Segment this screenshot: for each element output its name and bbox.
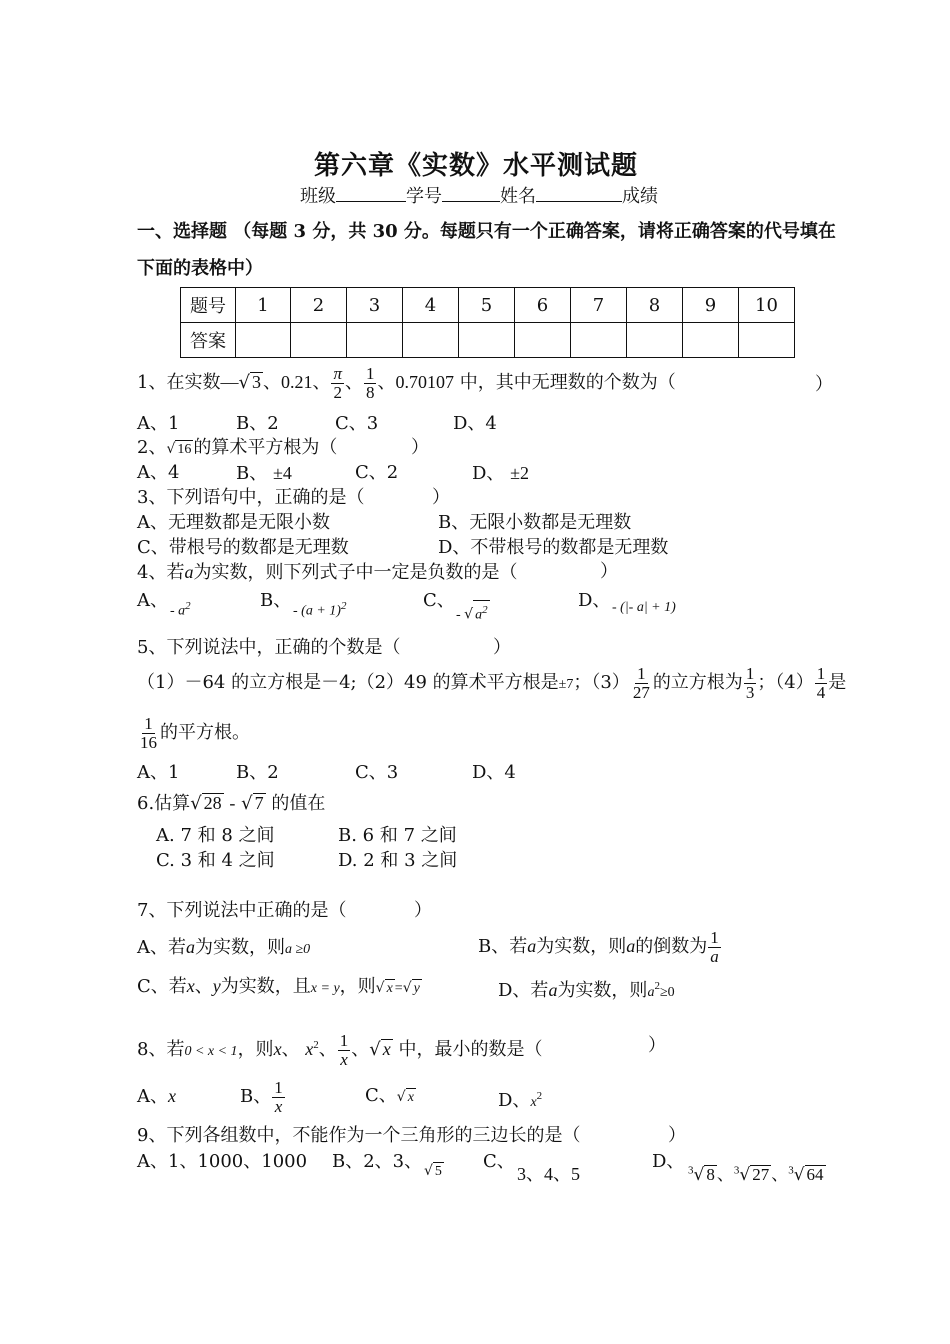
q5-statements	[137, 663, 846, 705]
q8-frac	[338, 1032, 351, 1069]
q3-option-b[interactable]: B、无限小数都是无理数	[438, 512, 632, 533]
id-label: 学号	[406, 186, 442, 207]
q5-f3-den: 3	[745, 682, 755, 702]
q9-b-label: B、2、3、	[332, 1151, 423, 1172]
q1-option-a[interactable]: A、1	[137, 413, 180, 434]
q7-a-mid: 为实数，则	[195, 937, 285, 958]
q7-a-pre: A、若	[137, 937, 186, 958]
q7-c-mid: 为实数，且	[220, 976, 311, 997]
q9-option-a[interactable]: A、1、1000、1000	[137, 1151, 308, 1172]
sqrt-icon: √	[424, 1163, 433, 1179]
sqrt-icon: √	[396, 1089, 406, 1105]
q1-option-c[interactable]: C、3	[335, 413, 379, 434]
q7-c-eq2: =	[394, 981, 403, 996]
q1-pi: π	[333, 363, 342, 383]
q5-statements-line2	[137, 713, 250, 753]
q7-c-eq: x = y	[310, 981, 340, 996]
q7-option-c[interactable]	[137, 975, 422, 1000]
q7-a-expr: a ≥0	[285, 942, 311, 957]
q7-c-then: ，则	[339, 976, 376, 997]
q2-stem: 的算术平方根为（	[193, 437, 338, 458]
q9-d-expr: $^3$√ 8 、$^3$√ 27 、$^3$√ 64	[688, 1164, 824, 1185]
table-cell: 6	[515, 288, 571, 323]
q1-prefix: 1、在实数	[137, 372, 221, 393]
q1-sep: 、	[262, 372, 281, 393]
id-field[interactable]	[442, 185, 500, 202]
table-row-answers	[181, 323, 795, 358]
q7-c-rx: x	[386, 981, 393, 996]
q5-f4-num: 1	[816, 663, 826, 683]
q8-exp: 2	[313, 1039, 319, 1051]
q8-d-exp: 2	[536, 1090, 543, 1102]
q5-s1: （1）－64 的立方根是－4;（2）49 的算术平方根是	[137, 672, 559, 693]
q6-option-c[interactable]: C. 3 和 4 之间	[156, 850, 275, 871]
q1-radicand: 3	[251, 372, 261, 392]
answer-cell[interactable]	[403, 323, 459, 358]
score-label: 成绩	[622, 186, 658, 207]
q7-option-b[interactable]	[478, 926, 722, 967]
question-3: 3、下列语句中，正确的是（	[137, 487, 365, 508]
q7-c-ry: y	[413, 981, 420, 996]
q7-d-var2: a	[647, 985, 655, 1000]
q7-c-y: y	[212, 976, 221, 996]
q8-b-label: B、	[240, 1086, 272, 1107]
sqrt-icon: √	[375, 980, 385, 996]
table-cell: 5	[459, 288, 515, 323]
q5-frac-16	[138, 715, 159, 752]
q6-option-d[interactable]: D. 2 和 3 之间	[338, 850, 458, 871]
q4-option-d[interactable]	[578, 590, 610, 612]
answer-table	[180, 287, 795, 358]
table-cell: 2	[291, 288, 347, 323]
q8-fn: 1	[339, 1030, 349, 1050]
table-cell: 1	[236, 288, 291, 323]
answer-cell[interactable]	[627, 323, 683, 358]
q6-stem: 的值在	[271, 793, 326, 814]
q8-close: ）	[648, 1035, 666, 1056]
q6-radicand-1: 28	[203, 793, 222, 813]
q7-c-pre: C、若	[137, 976, 187, 997]
q1-option-d[interactable]: D、4	[453, 413, 497, 434]
q6-radicand-2: 7	[254, 793, 264, 813]
q5-f16-den: 16	[140, 732, 157, 752]
q4-prefix: 4、若	[137, 562, 185, 583]
q4-c-label: C、	[423, 590, 455, 611]
table-cell: 8	[627, 288, 683, 323]
section-heading-line2: 下面的表格中）	[137, 258, 263, 279]
name-label: 姓名	[500, 186, 536, 207]
q8-option-b[interactable]	[240, 1077, 286, 1117]
q7-d-expr: ≥0	[659, 985, 675, 1000]
sqrt-icon: √	[166, 441, 176, 457]
q9-b-radicand: 5	[434, 1164, 442, 1179]
q9-d-idx: 3	[733, 1164, 740, 1177]
q7-c-sep: 、	[194, 976, 213, 997]
q1-one: 1	[365, 363, 375, 383]
q2-d-value: ±2	[510, 463, 530, 483]
sqrt-icon: √	[693, 1165, 705, 1185]
q8-option-c[interactable]	[365, 1085, 416, 1108]
q9-d-c3: 64	[806, 1165, 824, 1184]
q5-f27-num: 1	[637, 663, 646, 683]
sqrt-icon: √	[369, 1039, 381, 1060]
q2-close: ）	[411, 437, 429, 458]
q1-dash: —	[220, 372, 239, 392]
answer-cell[interactable]	[683, 323, 739, 358]
q2-prefix: 2、	[137, 437, 167, 458]
q8-a-label: A、	[137, 1086, 168, 1107]
q1-sep: 、	[344, 372, 363, 393]
sqrt-icon: √	[190, 793, 202, 814]
q4-b-exp: 2	[340, 600, 347, 612]
q8-prefix: 8、若	[137, 1039, 185, 1060]
q4-b-text: - (a + 1)	[293, 603, 341, 619]
q9-d-c1: 8	[706, 1165, 715, 1184]
q8-option-d[interactable]	[498, 1085, 542, 1114]
q7-d-exp: 2	[654, 980, 660, 992]
question-7: 7、下列说法中正确的是（	[137, 900, 347, 921]
question-5: 5、下列说法中，正确的个数是（	[137, 637, 401, 658]
q5-option-a[interactable]: A、1	[137, 762, 180, 783]
q4-c-minus: -	[456, 607, 461, 623]
q8-cond: 0 < x < 1	[184, 1044, 238, 1059]
q8-option-a[interactable]	[137, 1085, 176, 1108]
q9-c-expr	[517, 1160, 580, 1186]
q4-var: a	[184, 562, 194, 582]
sqrt-icon: √	[402, 980, 412, 996]
q5-option-c[interactable]: C、3	[355, 762, 399, 783]
q9-b-sqrt	[424, 1162, 444, 1181]
q3-option-a[interactable]: A、无理数都是无限小数	[137, 512, 330, 533]
q5-s3a: ；（3）	[573, 672, 630, 693]
sqrt-icon: √	[739, 1165, 751, 1185]
sqrt-icon: √	[793, 1165, 805, 1185]
q7-b-mid: 为实数，则	[536, 936, 627, 957]
q9-d-c2: 27	[752, 1165, 770, 1184]
q4-a-expr	[170, 600, 191, 620]
q8-c-label: C、	[365, 1085, 397, 1106]
q6-option-a[interactable]: A. 7 和 8 之间	[156, 825, 275, 846]
q5-s3b: 的立方根为	[652, 672, 743, 693]
q4-c-exp: 2	[482, 604, 488, 616]
q8-x: x	[273, 1039, 282, 1059]
q9-option-c[interactable]	[483, 1151, 515, 1173]
q5-f4-den: 4	[816, 682, 826, 702]
q9-d-idx: 3	[788, 1164, 794, 1177]
q1-frac-pi	[331, 365, 344, 402]
q8-sep: 、	[281, 1039, 300, 1060]
q1-option-b[interactable]: B、2	[236, 413, 279, 434]
q4-stem: 为实数，则下列式子中一定是负数的是（	[193, 562, 518, 583]
answer-cell[interactable]	[236, 323, 291, 358]
question-6	[137, 792, 325, 815]
sqrt-icon: √	[241, 793, 253, 814]
q4-d-expr: - (|- a| + 1)	[612, 600, 676, 615]
page-title: 第六章《实数》水平测试题	[314, 151, 639, 181]
q3-close: ）	[432, 487, 450, 508]
question-1	[137, 364, 676, 402]
q4-a-text: - a	[170, 603, 186, 619]
q3-option-c[interactable]: C、带根号的数都是无理数	[137, 537, 349, 558]
q9-option-d[interactable]	[652, 1151, 684, 1173]
q8-x2: x	[305, 1039, 314, 1059]
class-label: 班级	[300, 186, 336, 207]
class-field[interactable]	[336, 185, 406, 202]
q8-sep: 、	[318, 1039, 337, 1060]
q7-c-x: x	[186, 976, 195, 996]
q5-frac-3	[744, 665, 757, 702]
table-row-numbers	[181, 288, 795, 323]
q1-eight: 8	[365, 382, 375, 402]
q5-f16-num: 1	[144, 713, 153, 733]
answer-cell[interactable]	[739, 323, 795, 358]
q4-option-c[interactable]	[423, 590, 455, 612]
q4-close: ）	[600, 561, 618, 582]
q7-b-var2: a	[626, 936, 636, 956]
question-4	[137, 561, 517, 584]
table-cell: 7	[571, 288, 627, 323]
q9-d-label: D、	[652, 1151, 685, 1172]
q7-b-frac	[708, 929, 721, 966]
q1-close: ）	[815, 374, 833, 395]
q2-option-d[interactable]	[472, 462, 529, 485]
q8-then: ，则	[237, 1039, 274, 1060]
q8-b-num: 1	[274, 1077, 283, 1097]
q9-c-text: 3、4、5	[517, 1164, 580, 1184]
q4-option-b[interactable]	[260, 590, 291, 612]
q2-b-label: B、	[236, 463, 268, 484]
q9-close: ）	[668, 1125, 686, 1146]
q1-number: 0.70107	[395, 372, 454, 392]
q5-s4a: ；（4）	[757, 672, 814, 693]
q5-s4c: 的平方根。	[160, 722, 250, 743]
q4-option-a[interactable]	[137, 590, 168, 612]
q2-b-value: ±4	[272, 463, 292, 483]
q6-prefix: 6.估算	[137, 793, 191, 814]
q5-option-b[interactable]: B、2	[236, 762, 279, 783]
q5-option-d[interactable]: D、4	[472, 762, 516, 783]
q4-b-expr	[293, 600, 346, 620]
sqrt-icon: √	[238, 372, 250, 393]
row-label-answers: 答案	[181, 323, 236, 358]
q4-a-label: A、	[137, 590, 168, 611]
q9-d-idx: 3	[688, 1164, 694, 1177]
q8-stem: 中，最小的数是（	[398, 1039, 543, 1060]
question-8	[137, 1025, 543, 1072]
q1-two: 2	[333, 382, 342, 402]
q7-b-num: 1	[710, 927, 719, 947]
q7-close: ）	[414, 900, 432, 921]
q8-d-val: x	[530, 1095, 537, 1110]
q8-b-den: x	[274, 1096, 283, 1116]
q6-minus: -	[229, 793, 236, 813]
q4-b-label: B、	[260, 590, 292, 611]
q5-s4b: 是	[828, 672, 847, 693]
q7-d-pre: D、若	[498, 980, 549, 1001]
q5-frac-27	[631, 665, 652, 702]
q4-c-radicand	[473, 600, 490, 625]
q7-a-var: a	[186, 937, 195, 957]
q8-sep: 、	[351, 1039, 370, 1060]
answer-cell[interactable]	[291, 323, 347, 358]
q7-option-a[interactable]	[137, 936, 310, 961]
q2-radicand: 16	[177, 442, 192, 457]
q4-a-exp: 2	[185, 600, 191, 612]
name-field[interactable]	[536, 185, 622, 202]
q8-a-val: x	[168, 1086, 176, 1106]
q8-fd: x	[340, 1049, 348, 1069]
q1-frac-eighth	[364, 365, 377, 402]
answer-cell[interactable]	[459, 323, 515, 358]
q8-rad: x	[382, 1039, 391, 1059]
q4-d-label: D、	[578, 590, 611, 611]
q7-b-var: a	[527, 936, 537, 956]
answer-cell[interactable]	[515, 323, 571, 358]
q5-f27-den: 27	[632, 682, 650, 702]
table-cell: 9	[683, 288, 739, 323]
q5-frac-4	[815, 665, 828, 702]
q4-c-var: a	[475, 607, 483, 623]
q1-decimal: 0.21	[280, 372, 313, 392]
row-label-numbers: 题号	[181, 288, 236, 323]
q1-stem: 中，其中无理数的个数为（	[459, 372, 676, 393]
q9-c-label: C、	[483, 1151, 515, 1172]
q2-option-b[interactable]	[236, 462, 292, 485]
q7-d-var: a	[548, 980, 558, 1000]
q1-sep: 、	[377, 372, 396, 393]
table-cell: 10	[739, 288, 795, 323]
answer-cell[interactable]	[347, 323, 403, 358]
q2-d-label: D、	[472, 463, 505, 484]
q7-b-suf: 的倒数为	[635, 936, 708, 957]
q8-b-frac	[272, 1079, 285, 1116]
table-cell: 3	[347, 288, 403, 323]
question-2	[137, 437, 337, 460]
section-heading-line1: 一、选择题 （每题 3 分，共 30 分。每题只有一个正确答案，请将正确答案的代号填在	[137, 221, 836, 242]
q1-sep: 、	[312, 372, 331, 393]
table-cell: 4	[403, 288, 459, 323]
q8-d-label: D、	[498, 1090, 531, 1111]
q8-c-val: x	[407, 1090, 414, 1105]
q7-b-pre: B、若	[478, 936, 528, 957]
q4-c-expr	[456, 600, 490, 625]
q5-f3-num: 1	[745, 663, 755, 683]
q5-pm7: ±7	[558, 677, 574, 692]
q2-option-a[interactable]: A、4	[137, 462, 180, 483]
q5-close: ）	[493, 637, 511, 658]
student-info-line	[300, 185, 658, 208]
q3-option-d[interactable]: D、不带根号的数都是无理数	[438, 537, 669, 558]
q7-d-mid: 为实数，则	[557, 980, 648, 1001]
q2-option-c[interactable]: C、2	[355, 462, 399, 483]
answer-cell[interactable]	[571, 323, 627, 358]
q6-option-b[interactable]: B. 6 和 7 之间	[338, 825, 457, 846]
q7-option-d[interactable]	[498, 975, 675, 1004]
q7-b-den: a	[710, 946, 719, 966]
q9-option-b[interactable]	[332, 1151, 422, 1173]
question-9: 9、下列各组数中，不能作为一个三角形的三边长的是（	[137, 1125, 581, 1146]
sqrt-icon: √	[464, 606, 474, 623]
